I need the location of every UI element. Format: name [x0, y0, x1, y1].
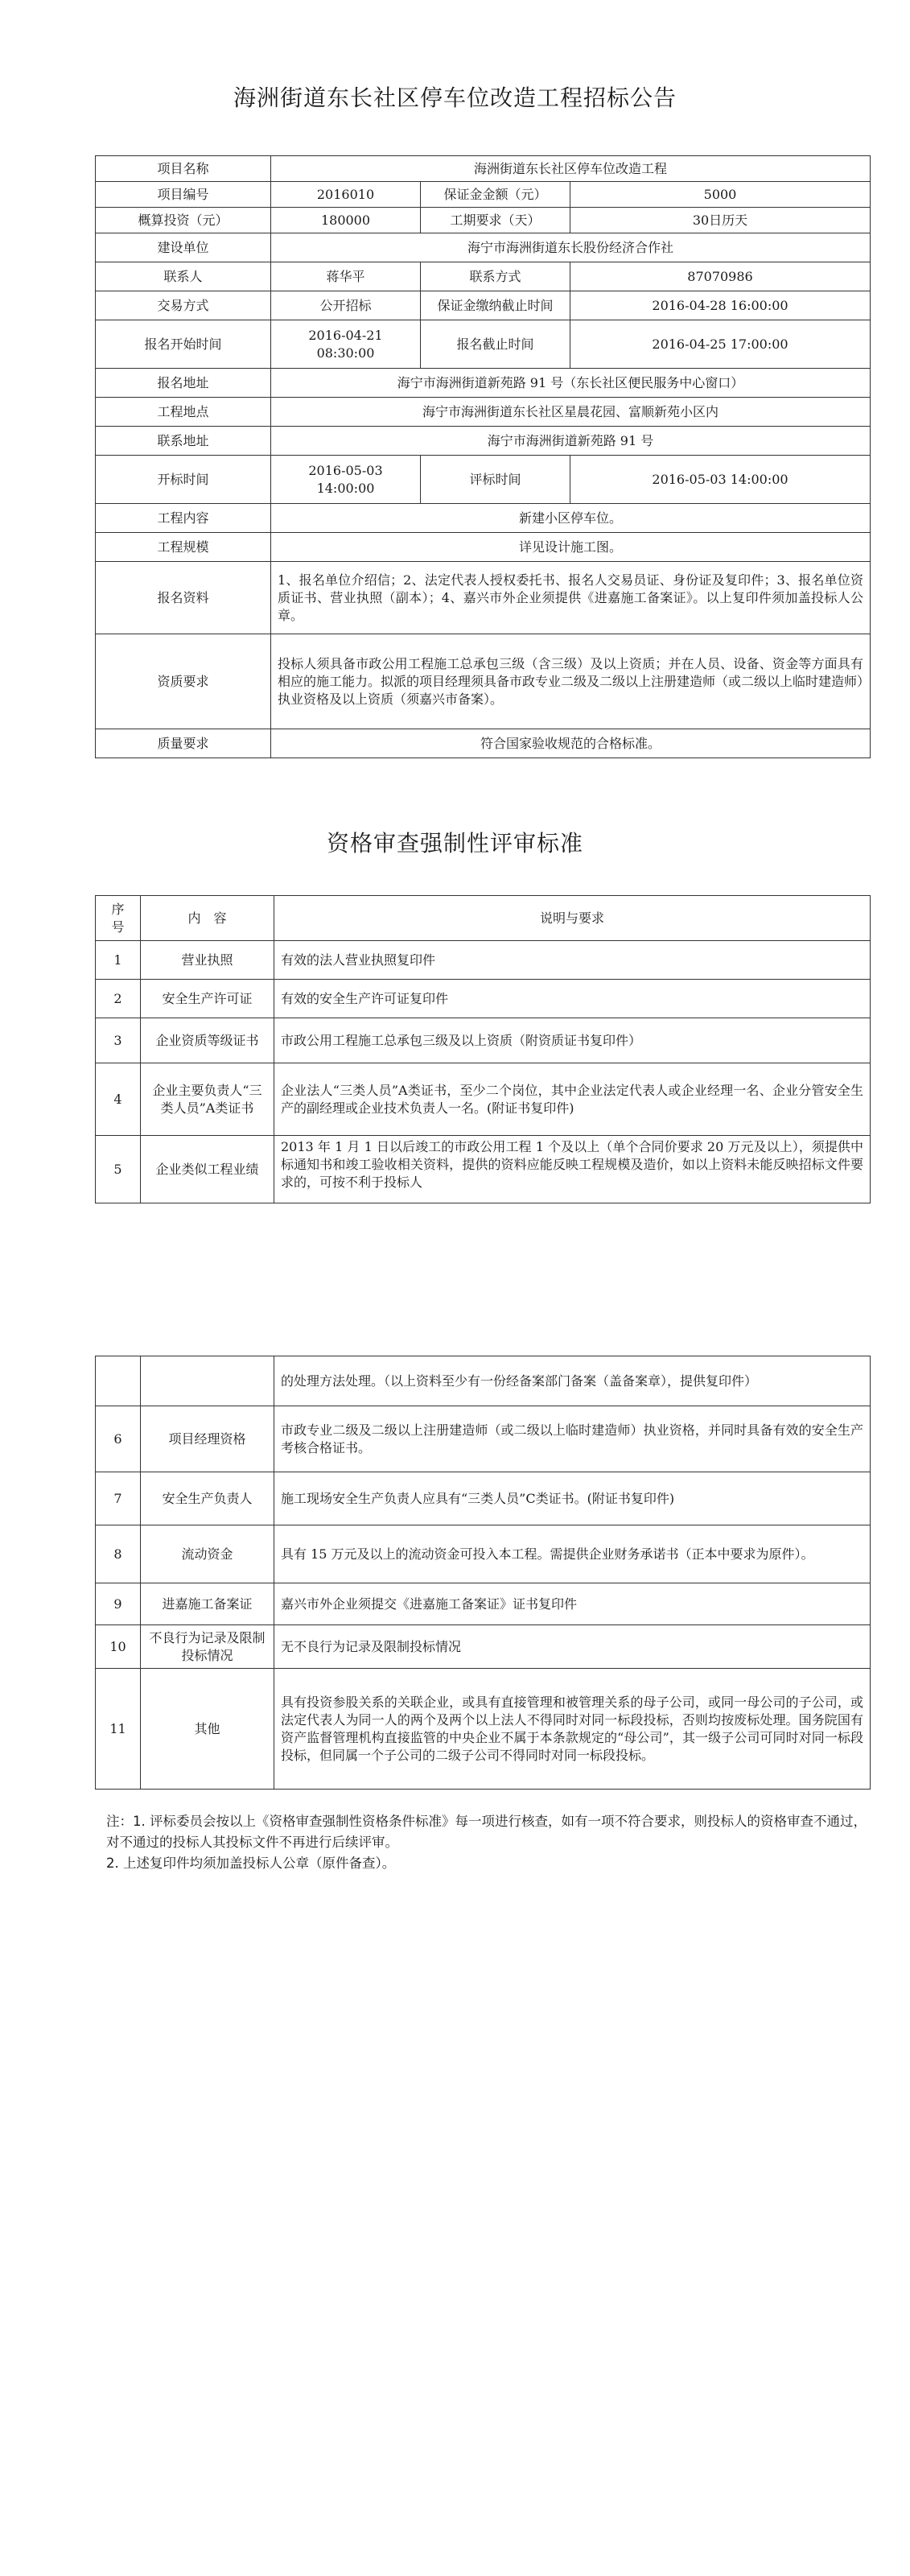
owner-value: 海宁市海洲街道东长股份经济合作社: [271, 233, 871, 262]
row-no: 1: [96, 941, 141, 980]
owner-label: 建设单位: [96, 233, 271, 262]
scale-label: 工程规模: [96, 533, 271, 562]
notes: [106, 1811, 871, 1874]
deposit-deadline-value: 2016-04-28 16:00:00: [570, 291, 871, 320]
project-name-value: 海洲街道东长社区停车位改造工程: [271, 156, 871, 182]
row-content: 企业类似工程业绩: [141, 1136, 274, 1203]
row-desc: 施工现场安全生产负责人应具有“三类人员”C类证书。(附证书复印件): [274, 1472, 871, 1525]
tender-info-table: [95, 155, 871, 758]
site-value: 海宁市海洲街道东长社区星晨花园、富顺新苑小区内: [271, 398, 871, 427]
row-content: 企业主要负责人“三类人员”A类证书: [141, 1063, 274, 1136]
budget-value: 180000: [271, 208, 421, 233]
reg-end-label: 报名截止时间: [421, 320, 570, 369]
site-label: 工程地点: [96, 398, 271, 427]
open-time-label: 开标时间: [96, 456, 271, 504]
note-1: 注：1. 评标委员会按以上《资格审查强制性资格条件标准》每一项进行核查，如有一项不符合要求，则投标人的资格审查不通过，对不通过的投标人其投标文件不再进行后续评审。: [106, 1814, 867, 1850]
row-content: 营业执照: [141, 941, 274, 980]
row-desc: 具有 15 万元及以上的流动资金可投入本工程。需提供企业财务承诺书（正本中要求为原件）。: [274, 1525, 871, 1583]
row-no: 10: [96, 1625, 141, 1669]
table-row: [96, 980, 871, 1018]
docs-label: 报名资料: [96, 562, 271, 634]
criteria-title: 资格审查强制性评审标准: [326, 830, 583, 857]
contact-label: 联系人: [96, 262, 271, 291]
row-no: 5: [96, 1136, 141, 1203]
table-row: [96, 1472, 871, 1525]
table-row: [96, 1356, 871, 1406]
table-row: [96, 941, 871, 980]
header-desc: 说明与要求: [274, 896, 871, 941]
method-value: 公开招标: [271, 291, 421, 320]
reg-start-label: 报名开始时间: [96, 320, 271, 369]
row-content: 安全生产许可证: [141, 980, 274, 1018]
budget-label: 概算投资（元）: [96, 208, 271, 233]
open-time-value: 2016-05-03 14:00:00: [271, 456, 421, 504]
quality-value: 符合国家验收规范的合格标准。: [271, 729, 871, 758]
row-desc: 市政专业二级及二级以上注册建造师（或二级以上临时建造师）执业资格，并同时具备有效的安全生产考核合格证书。: [274, 1406, 871, 1472]
row-no: 3: [96, 1018, 141, 1063]
deposit-label: 保证金金额（元）: [421, 182, 570, 208]
project-no-label: 项目编号: [96, 182, 271, 208]
row-content: 其他: [141, 1669, 274, 1790]
content-value: 新建小区停车位。: [271, 504, 871, 533]
table-row: [96, 1406, 871, 1472]
header-no: 序号: [96, 896, 141, 941]
criteria-table-part1: [95, 895, 871, 1203]
reg-start-value: 2016-04-21 08:30:00: [271, 320, 421, 369]
row-desc: 企业法人“三类人员”A类证书，至少二个岗位，其中企业法定代表人或企业经理一名、企业分管安全生产的副经理或企业技术负责人一名。(附证书复印件): [274, 1063, 871, 1136]
row-content: 安全生产负责人: [141, 1472, 274, 1525]
row-desc: 市政公用工程施工总承包三级及以上资质（附资质证书复印件）: [274, 1018, 871, 1063]
reg-end-value: 2016-04-25 17:00:00: [570, 320, 871, 369]
duration-label: 工期要求（天）: [421, 208, 570, 233]
row-no: 6: [96, 1406, 141, 1472]
quality-label: 质量要求: [96, 729, 271, 758]
duration-value: 30日历天: [570, 208, 871, 233]
row-desc: 有效的安全生产许可证复印件: [274, 980, 871, 1018]
eval-time-value: 2016-05-03 14:00:00: [570, 456, 871, 504]
row-content: 企业资质等级证书: [141, 1018, 274, 1063]
table-row: [96, 1625, 871, 1669]
row-no: 4: [96, 1063, 141, 1136]
qual-value: 投标人须具备市政公用工程施工总承包三级（含三级）及以上资质；并在人员、设备、资金等方面具有相应的施工能力。拟派的项目经理须具备市政专业二级及二级以上注册建造师（或二级以上临时建造师）执业资格及以上资质（须嘉兴市备案）。: [271, 634, 871, 729]
phone-value: 87070986: [570, 262, 871, 291]
deposit-value: 5000: [570, 182, 871, 208]
project-no-value: 2016010: [271, 182, 421, 208]
table-row: [96, 1525, 871, 1583]
table-row: [96, 1063, 871, 1136]
scale-value: 详见设计施工图。: [271, 533, 871, 562]
project-name-label: 项目名称: [96, 156, 271, 182]
note-2: 2. 上述复印件均须加盖投标人公章（原件备查）。: [106, 1856, 396, 1871]
table-row: [96, 1583, 871, 1625]
row-desc: 2013 年 1 月 1 日以后竣工的市政公用工程 1 个及以上（单个合同价要求 20 万元及以上），须提供中标通知书和竣工验收相关资料，提供的资料应能反映工程规模及造价，如以上资料未能反映招标文件要求的，可按不利于投标人: [274, 1136, 871, 1203]
row-content: 进嘉施工备案证: [141, 1583, 274, 1625]
row-content: 项目经理资格: [141, 1406, 274, 1472]
row-desc: 无不良行为记录及限制投标情况: [274, 1625, 871, 1669]
table-row: [96, 1018, 871, 1063]
deposit-deadline-label: 保证金缴纳截止时间: [421, 291, 570, 320]
docs-value: 1、报名单位介绍信；2、法定代表人授权委托书、报名人交易员证、身份证及复印件；3、报名单位资质证书、营业执照（副本）；4、嘉兴市外企业须提供《进嘉施工备案证》。以上复印件须加盖投标人公章。: [271, 562, 871, 634]
contact-addr-value: 海宁市海洲街道新苑路 91 号: [271, 427, 871, 456]
phone-label: 联系方式: [421, 262, 570, 291]
contact-addr-label: 联系地址: [96, 427, 271, 456]
page-title: 海洲街道东长社区停车位改造工程招标公告: [233, 85, 677, 111]
row-desc: 具有投资参股关系的关联企业，或具有直接管理和被管理关系的母子公司，或同一母公司的子公司，或法定代表人为同一人的两个及两个以上法人不得同时对同一标段投标，否则均按废标处理。国务院国有资产监督管理机构直接监管的中央企业不属于本条款规定的“母公司”，其一级子公司可同时对同一标段投标，但同属一个子公司的二级子公司不得同时对同一标段投标。: [274, 1669, 871, 1790]
row-desc: 的处理方法处理。（以上资料至少有一份经备案部门备案（盖备案章），提供复印件）: [274, 1356, 871, 1406]
row-content: 不良行为记录及限制投标情况: [141, 1625, 274, 1669]
reg-addr-value: 海宁市海洲街道新苑路 91 号（东长社区便民服务中心窗口）: [271, 369, 871, 398]
row-desc: 有效的法人营业执照复印件: [274, 941, 871, 980]
header-content: 内 容: [141, 896, 274, 941]
qual-label: 资质要求: [96, 634, 271, 729]
row-no: 7: [96, 1472, 141, 1525]
row-content: 流动资金: [141, 1525, 274, 1583]
content-label: 工程内容: [96, 504, 271, 533]
row-no: 8: [96, 1525, 141, 1583]
row-no: 9: [96, 1583, 141, 1625]
eval-time-label: 评标时间: [421, 456, 570, 504]
reg-addr-label: 报名地址: [96, 369, 271, 398]
contact-value: 蒋华平: [271, 262, 421, 291]
table-row: [96, 1669, 871, 1790]
row-no: 2: [96, 980, 141, 1018]
method-label: 交易方式: [96, 291, 271, 320]
row-desc: 嘉兴市外企业须提交《进嘉施工备案证》证书复印件: [274, 1583, 871, 1625]
row-no: 11: [96, 1669, 141, 1790]
table-row: [96, 1136, 871, 1203]
criteria-table-part2: [95, 1356, 871, 1790]
